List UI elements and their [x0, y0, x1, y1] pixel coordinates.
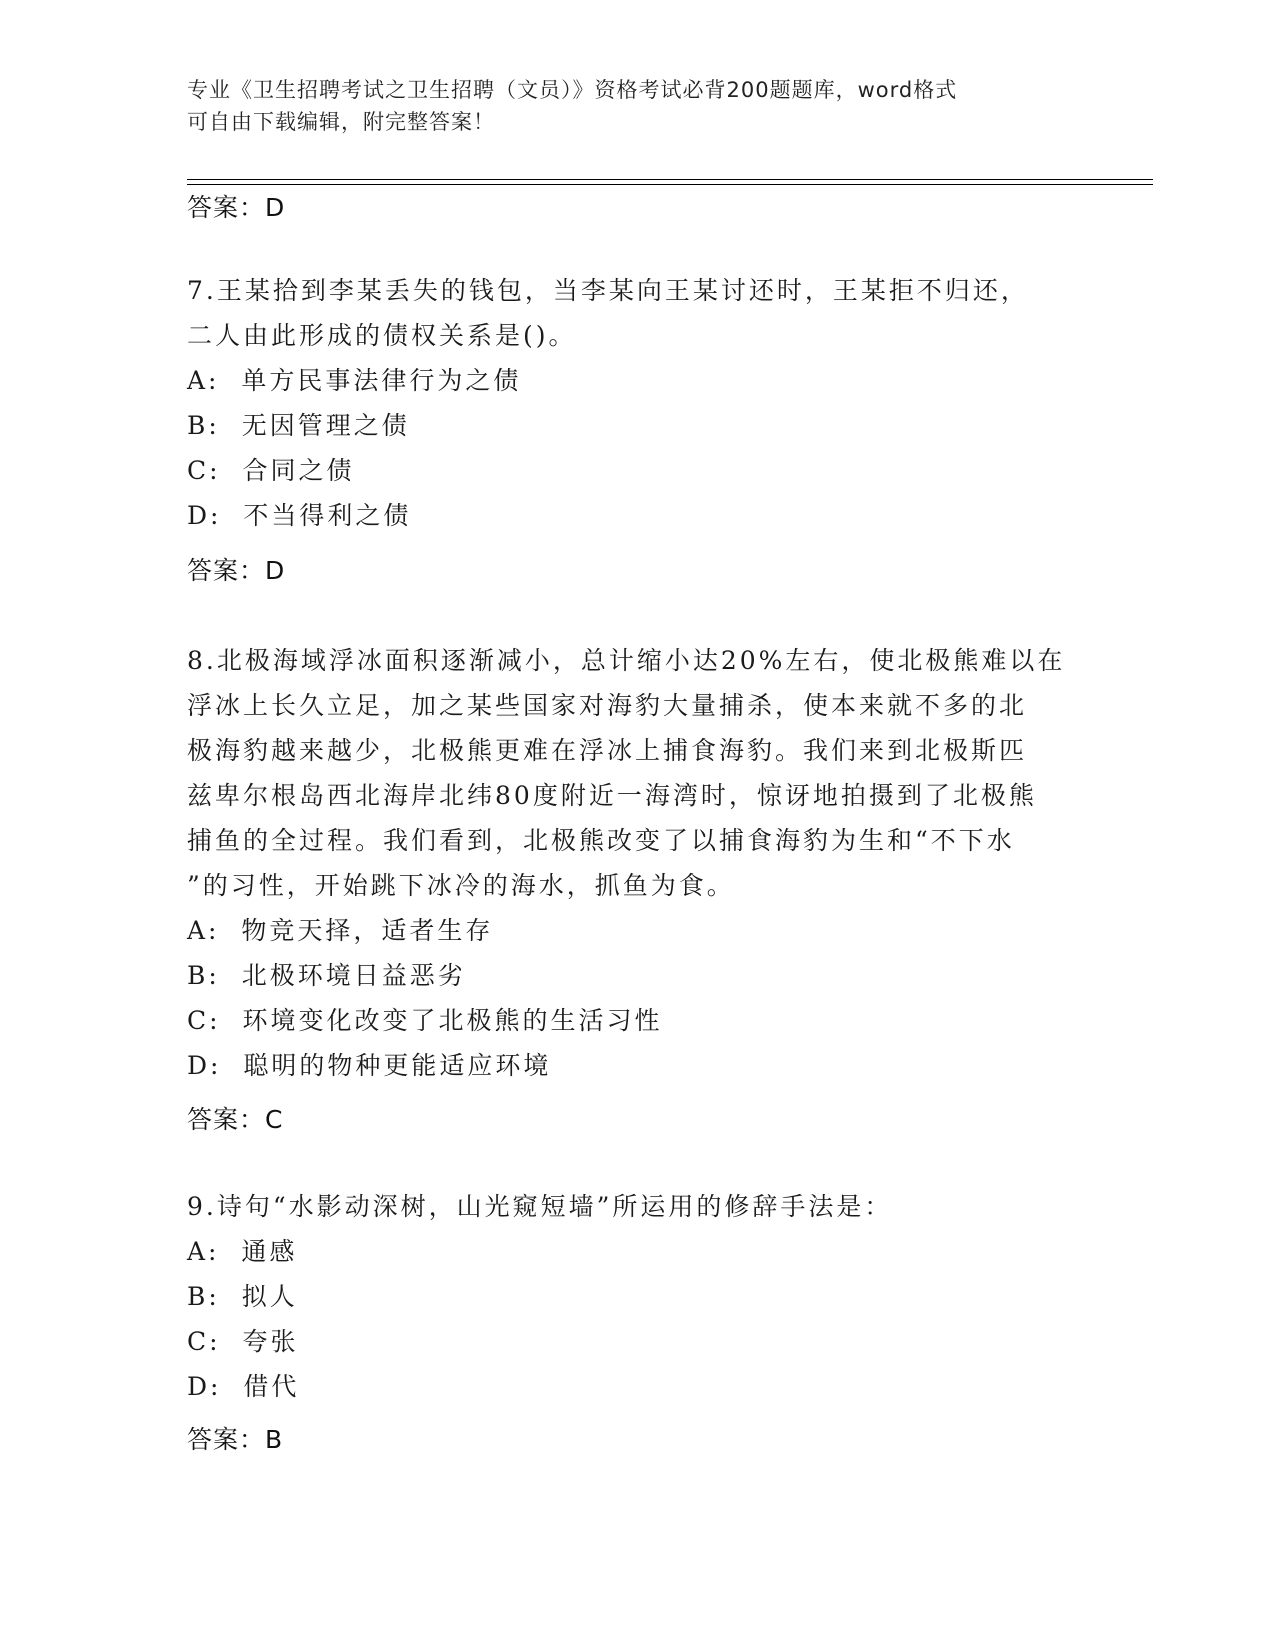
option-d: D: 借代 — [187, 1372, 300, 1401]
answer-8: 答案：C — [187, 1105, 284, 1134]
option-c: C: 合同之债 — [187, 456, 355, 485]
document-header — [187, 74, 1087, 138]
question-stem: 9.诗句“水影动深树，山光窥短墙”所运用的修辞手法是： — [187, 1192, 893, 1221]
header-rule-bottom — [187, 184, 1153, 185]
prev-answer: 答案：D — [187, 193, 286, 222]
option-a: A: 单方民事法律行为之债 — [187, 366, 522, 395]
option-d: D: 不当得利之债 — [187, 501, 412, 530]
option-c: C: 夸张 — [187, 1327, 299, 1356]
header-title-line2: 可自由下载编辑，附完整答案！ — [187, 110, 495, 134]
question-stem: 8.北极海域浮冰面积逐渐减小，总计缩小达20%左右，使北极熊难以在 浮冰上长久立足，加之某些国家对海豹大量捕杀，使本来就不多的北 极海豹越来越少，北极熊更难在浮冰上捕食海豹。我们来到北极斯匹 兹卑尔根岛西北海岸北纬80度附近一海湾时，惊讶地拍摄到了北极熊 捕鱼的全过程。我们看到，北极熊改变了以捕食海豹为生和“不下水 ”的习性，开始跳下冰冷的海水，抓鱼为食。 — [187, 646, 1066, 900]
option-d: D: 聪明的物种更能适应环境 — [187, 1051, 552, 1080]
question-8 — [187, 638, 1087, 1088]
option-b: B: 无因管理之债 — [187, 411, 410, 440]
answer-9: 答案：B — [187, 1425, 284, 1454]
question-stem: 7.王某拾到李某丢失的钱包，当李某向王某讨还时，王某拒不归还， 二人由此形成的债权关系是()。 — [187, 276, 1029, 350]
header-rule-top — [187, 179, 1153, 180]
option-c: C: 环境变化改变了北极熊的生活习性 — [187, 1006, 663, 1035]
option-b: B: 拟人 — [187, 1282, 298, 1311]
question-7 — [187, 268, 1087, 538]
option-b: B: 北极环境日益恶劣 — [187, 961, 466, 990]
answer-7: 答案：D — [187, 556, 286, 585]
option-a: A: 通感 — [187, 1237, 298, 1266]
option-a: A: 物竞天择，适者生存 — [187, 916, 494, 945]
header-title-line1: 专业《卫生招聘考试之卫生招聘（文员）》资格考试必背200题题库，word格式 — [187, 78, 958, 102]
question-9 — [187, 1184, 1087, 1409]
